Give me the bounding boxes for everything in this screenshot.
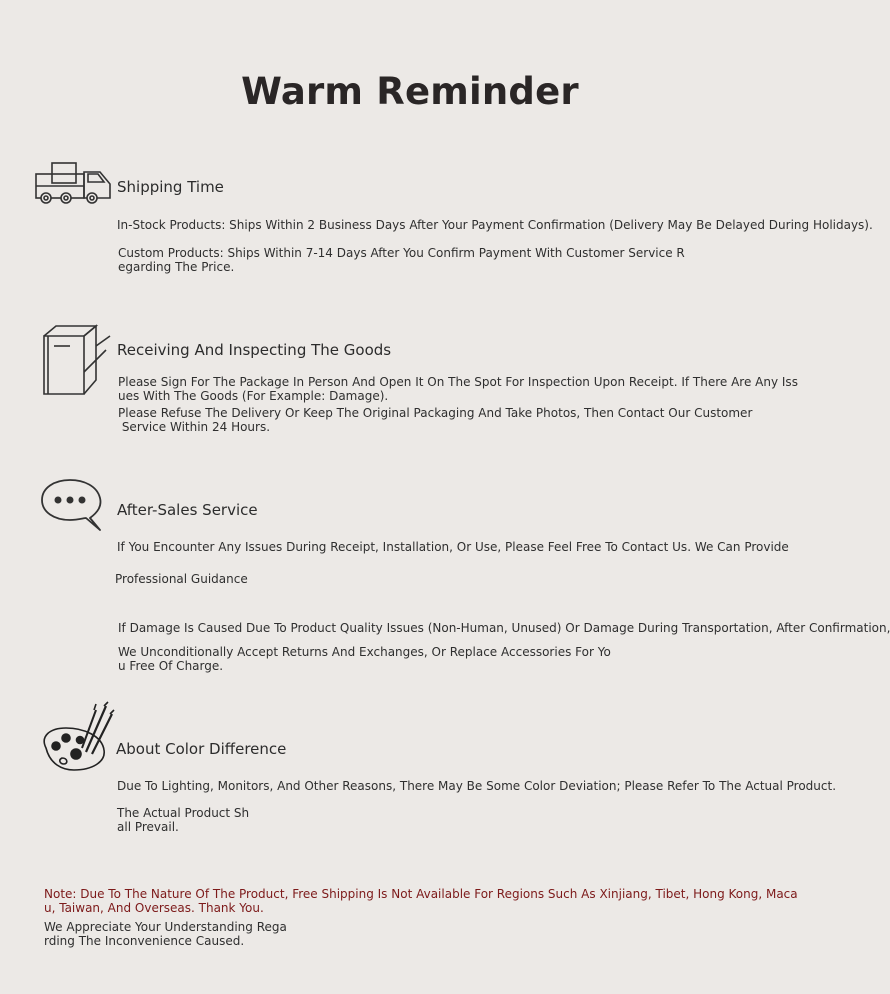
shipping-line-1: In-Stock Products: Ships Within 2 Business Days After Your Payment Confirmation (Delivery May Be Delayed During Holidays).: [117, 218, 873, 232]
receiving-line-1: Please Sign For The Package In Person And Open It On The Spot For Inspection Upon Receipt. If There Are Any Iss ues With The Goods (For Example: Damage).: [118, 375, 798, 403]
box-icon: [40, 324, 114, 398]
after-sales-line-3: If Damage Is Caused Due To Product Quality Issues (Non-Human, Unused) Or Damage During Transportation, After Confirmation,: [118, 621, 890, 635]
after-sales-line-1: If You Encounter Any Issues During Receipt, Installation, Or Use, Please Feel Free To Contact Us. We Can Provide: [117, 540, 789, 554]
thanks-note: We Appreciate Your Understanding Rega rding The Inconvenience Caused.: [44, 920, 287, 948]
chat-bubble-icon: [40, 478, 104, 534]
shipping-line-2: Custom Products: Ships Within 7-14 Days After You Confirm Payment With Customer Service R egarding The Price.: [118, 246, 685, 274]
section-heading-color: About Color Difference: [116, 740, 287, 758]
palette-icon: [40, 702, 116, 774]
shipping-note: Note: Due To The Nature Of The Product, Free Shipping Is Not Available For Regions Such As Xinjiang, Tibet, Hong Kong, Maca u, Taiwan, And Overseas. Thank You.: [44, 887, 798, 915]
after-sales-line-2: Professional Guidance: [115, 572, 248, 586]
color-line-1: Due To Lighting, Monitors, And Other Reasons, There May Be Some Color Deviation; Please Refer To The Actual Product.: [117, 779, 837, 793]
section-heading-shipping: Shipping Time: [117, 178, 224, 196]
truck-icon: [34, 160, 114, 206]
color-line-2: The Actual Product Sh all Prevail.: [117, 806, 250, 834]
page-title: Warm Reminder: [241, 70, 579, 113]
section-heading-receiving: Receiving And Inspecting The Goods: [117, 341, 392, 359]
section-heading-after-sales: After-Sales Service: [117, 501, 258, 519]
after-sales-line-4: We Unconditionally Accept Returns And Exchanges, Or Replace Accessories For Yo u Free Of Charge.: [118, 645, 611, 673]
receiving-line-2: Please Refuse The Delivery Or Keep The Original Packaging And Take Photos, Then Contact Our Customer Service Within 24 Hours.: [118, 406, 753, 434]
